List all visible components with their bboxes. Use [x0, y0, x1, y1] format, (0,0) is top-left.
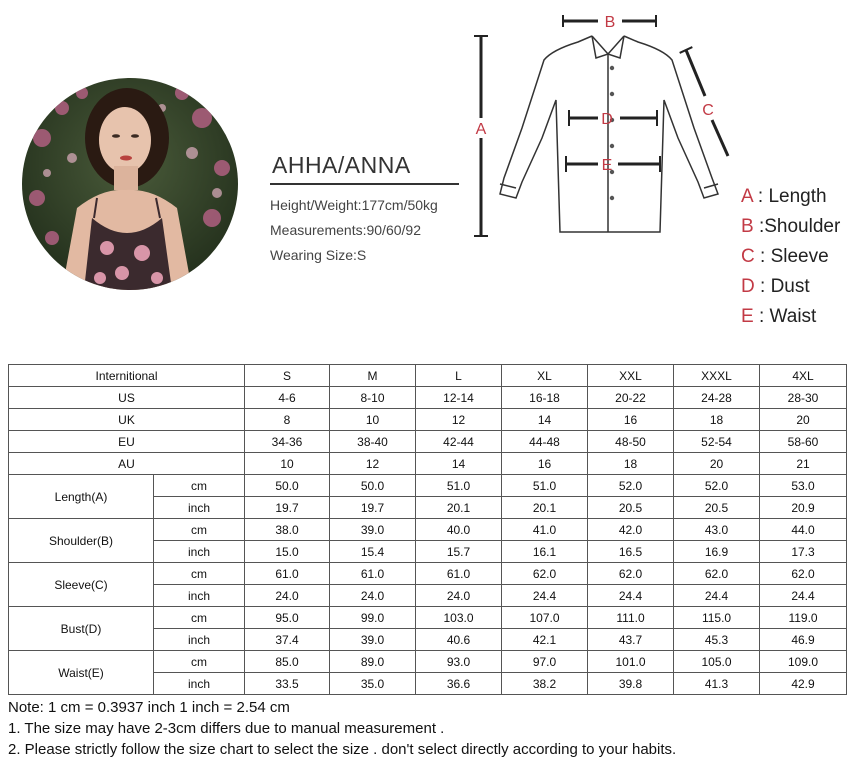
size-value: 48-50 [588, 431, 674, 453]
name-divider [270, 183, 459, 185]
height-weight: Height/Weight:177cm/50kg [270, 197, 438, 213]
measure-value-cm: 62.0 [502, 563, 588, 585]
measure-value-cm: 85.0 [245, 651, 330, 673]
diagram-label-c: C [702, 102, 714, 119]
measure-value-inch: 24.4 [588, 585, 674, 607]
measure-value-inch: 20.5 [674, 497, 760, 519]
measure-value-cm: 44.0 [760, 519, 847, 541]
measure-value-cm: 62.0 [588, 563, 674, 585]
legend-waist [741, 302, 840, 332]
measure-value-inch: 43.7 [588, 629, 674, 651]
measure-value-inch: 24.4 [502, 585, 588, 607]
size-value: 18 [588, 453, 674, 475]
size-value: 44-48 [502, 431, 588, 453]
measure-value-inch: 19.7 [330, 497, 416, 519]
table-row-measure-cm [9, 519, 847, 541]
measure-value-cm: 61.0 [330, 563, 416, 585]
measure-value-cm: 61.0 [416, 563, 502, 585]
size-value: 34-36 [245, 431, 330, 453]
measure-value-inch: 39.0 [330, 629, 416, 651]
size-header: L [416, 365, 502, 387]
measure-value-inch: 42.1 [502, 629, 588, 651]
measure-value-cm: 62.0 [760, 563, 847, 585]
legend-text: : Length [752, 186, 827, 207]
size-header: M [330, 365, 416, 387]
measure-value-cm: 40.0 [416, 519, 502, 541]
region-label: US [9, 387, 245, 409]
measure-value-inch: 45.3 [674, 629, 760, 651]
size-value: 21 [760, 453, 847, 475]
size-value: 28-30 [760, 387, 847, 409]
measure-label: Shoulder(B) [9, 519, 154, 563]
legend-length [741, 182, 840, 212]
size-value: 8 [245, 409, 330, 431]
measure-value-cm: 101.0 [588, 651, 674, 673]
legend-text: : Sleeve [754, 246, 829, 267]
size-header: S [245, 365, 330, 387]
measure-value-cm: 50.0 [245, 475, 330, 497]
measure-value-inch: 42.9 [760, 673, 847, 695]
size-value: 10 [245, 453, 330, 475]
measure-value-cm: 99.0 [330, 607, 416, 629]
size-value: 12 [330, 453, 416, 475]
table-row-region [9, 431, 847, 453]
measure-value-inch: 15.0 [245, 541, 330, 563]
measure-value-inch: 38.2 [502, 673, 588, 695]
measure-value-inch: 15.4 [330, 541, 416, 563]
measure-value-cm: 111.0 [588, 607, 674, 629]
size-value: 52-54 [674, 431, 760, 453]
region-label: AU [9, 453, 245, 475]
diagram-label-e: E [601, 157, 613, 174]
header-label: Internitional [9, 365, 245, 387]
measure-label: Length(A) [9, 475, 154, 519]
measure-value-inch: 24.0 [416, 585, 502, 607]
measure-value-inch: 24.4 [760, 585, 847, 607]
model-photo [22, 78, 238, 290]
measure-value-cm: 42.0 [588, 519, 674, 541]
size-header: XXL [588, 365, 674, 387]
model-illustration [22, 78, 238, 290]
size-value: 16-18 [502, 387, 588, 409]
size-value: 20-22 [588, 387, 674, 409]
size-value: 58-60 [760, 431, 847, 453]
legend-letter: C [741, 246, 755, 267]
measure-value-cm: 41.0 [502, 519, 588, 541]
table-row-measure-cm [9, 475, 847, 497]
size-value: 42-44 [416, 431, 502, 453]
sleeve-arrow [680, 47, 728, 156]
measure-value-cm: 105.0 [674, 651, 760, 673]
table-header-row [9, 365, 847, 387]
legend-text: : Waist [753, 306, 817, 327]
measure-value-inch: 39.8 [588, 673, 674, 695]
legend-letter: D [741, 276, 755, 297]
size-header: XL [502, 365, 588, 387]
measure-value-inch: 46.9 [760, 629, 847, 651]
legend-letter: A [741, 186, 753, 207]
unit-cm: cm [154, 475, 245, 497]
wearing-size: Wearing Size:S [270, 247, 367, 263]
measure-value-cm: 89.0 [330, 651, 416, 673]
measure-value-inch: 20.5 [588, 497, 674, 519]
measurements: Measurements:90/60/92 [270, 222, 421, 238]
measure-value-cm: 107.0 [502, 607, 588, 629]
size-value: 14 [502, 409, 588, 431]
measure-value-inch: 20.1 [502, 497, 588, 519]
size-value: 4-6 [245, 387, 330, 409]
unit-inch: inch [154, 585, 245, 607]
unit-cm: cm [154, 519, 245, 541]
measure-value-cm: 53.0 [760, 475, 847, 497]
measure-value-cm: 39.0 [330, 519, 416, 541]
legend-text: :Shoulder [753, 216, 841, 237]
measure-value-cm: 38.0 [245, 519, 330, 541]
size-value: 12-14 [416, 387, 502, 409]
measure-value-inch: 40.6 [416, 629, 502, 651]
table-row-measure-cm [9, 607, 847, 629]
diagram-label-a: A [475, 121, 487, 138]
measure-value-inch: 33.5 [245, 673, 330, 695]
diagram-label-d: D [601, 111, 613, 128]
shirt-buttons [610, 66, 614, 200]
size-chart-table [8, 364, 847, 695]
size-value: 18 [674, 409, 760, 431]
model-name: AHHA/ANNA [272, 152, 411, 178]
size-value: 14 [416, 453, 502, 475]
measure-value-cm: 93.0 [416, 651, 502, 673]
measure-value-cm: 52.0 [674, 475, 760, 497]
measure-value-inch: 41.3 [674, 673, 760, 695]
unit-cm: cm [154, 563, 245, 585]
measure-value-inch: 36.6 [416, 673, 502, 695]
size-header: XXXL [674, 365, 760, 387]
table-row-region [9, 453, 847, 475]
table-row-measure-cm [9, 563, 847, 585]
measure-value-inch: 24.0 [245, 585, 330, 607]
measure-value-inch: 17.3 [760, 541, 847, 563]
legend-letter: B [741, 216, 754, 237]
unit-inch: inch [154, 629, 245, 651]
measure-value-inch: 37.4 [245, 629, 330, 651]
legend-sleeve [741, 242, 840, 272]
measure-value-cm: 50.0 [330, 475, 416, 497]
size-value: 24-28 [674, 387, 760, 409]
measure-value-inch: 24.4 [674, 585, 760, 607]
measure-value-inch: 15.7 [416, 541, 502, 563]
size-header: 4XL [760, 365, 847, 387]
legend-shoulder [741, 212, 840, 242]
shirt-outline [500, 36, 718, 232]
measure-value-cm: 43.0 [674, 519, 760, 541]
unit-cm: cm [154, 651, 245, 673]
measure-value-cm: 61.0 [245, 563, 330, 585]
shoulder-arrow [563, 14, 656, 31]
size-value: 20 [674, 453, 760, 475]
size-value: 16 [588, 409, 674, 431]
measure-value-inch: 16.1 [502, 541, 588, 563]
note-selection: 2. Please strictly follow the size chart to select the size . don't select directly according to your habits. [8, 741, 677, 758]
table-row-region [9, 409, 847, 431]
legend-dust [741, 272, 840, 302]
measure-value-cm: 51.0 [416, 475, 502, 497]
legend-letter: E [741, 306, 754, 327]
measure-value-inch: 16.5 [588, 541, 674, 563]
measure-value-cm: 62.0 [674, 563, 760, 585]
measure-value-cm: 115.0 [674, 607, 760, 629]
measure-label: Sleeve(C) [9, 563, 154, 607]
note-measurement: 1. The size may have 2-3cm differs due to manual measurement . [8, 720, 445, 737]
legend-text: : Dust [754, 276, 810, 297]
measure-value-inch: 24.0 [330, 585, 416, 607]
measure-label: Waist(E) [9, 651, 154, 695]
measure-value-inch: 20.1 [416, 497, 502, 519]
measure-value-inch: 16.9 [674, 541, 760, 563]
measurement-legend [741, 182, 840, 332]
note-conversion: Note: 1 cm = 0.3937 inch 1 inch = 2.54 cm [8, 699, 290, 716]
size-value: 12 [416, 409, 502, 431]
diagram-label-b: B [604, 14, 616, 31]
unit-inch: inch [154, 673, 245, 695]
table-row-region [9, 387, 847, 409]
measure-value-cm: 51.0 [502, 475, 588, 497]
measure-value-cm: 109.0 [760, 651, 847, 673]
size-value: 20 [760, 409, 847, 431]
size-value: 38-40 [330, 431, 416, 453]
measure-value-cm: 95.0 [245, 607, 330, 629]
size-notes [8, 697, 676, 760]
unit-inch: inch [154, 541, 245, 563]
measure-value-cm: 52.0 [588, 475, 674, 497]
size-value: 10 [330, 409, 416, 431]
measure-value-inch: 20.9 [760, 497, 847, 519]
measure-value-inch: 35.0 [330, 673, 416, 695]
region-label: UK [9, 409, 245, 431]
unit-inch: inch [154, 497, 245, 519]
measure-value-cm: 97.0 [502, 651, 588, 673]
measure-value-cm: 103.0 [416, 607, 502, 629]
measure-value-inch: 19.7 [245, 497, 330, 519]
measure-label: Bust(D) [9, 607, 154, 651]
shirt-measurement-diagram [460, 8, 740, 248]
unit-cm: cm [154, 607, 245, 629]
table-row-measure-cm [9, 651, 847, 673]
size-value: 8-10 [330, 387, 416, 409]
length-arrow [474, 36, 488, 236]
measure-value-cm: 119.0 [760, 607, 847, 629]
region-label: EU [9, 431, 245, 453]
size-value: 16 [502, 453, 588, 475]
